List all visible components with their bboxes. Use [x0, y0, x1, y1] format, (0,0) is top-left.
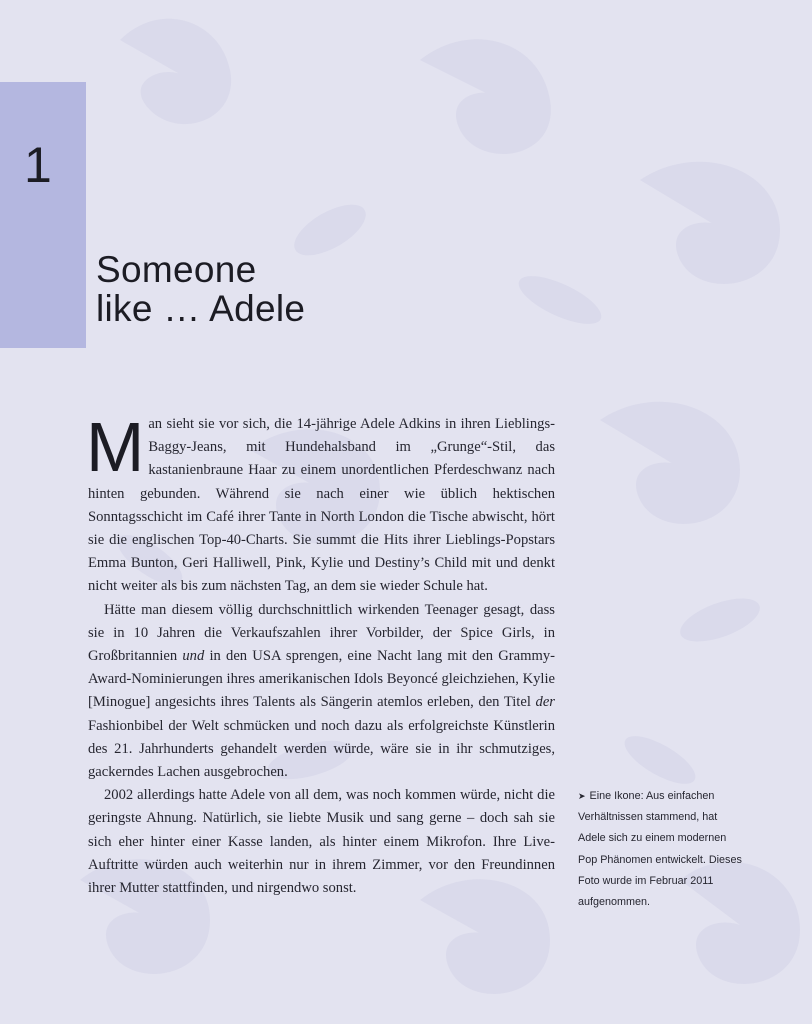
paragraph-1-text: an sieht sie vor sich, die 14-jährige Adele Adkins in ihren Lieblings-Baggy-Jeans, mit Hundehalsband im „Grunge“-Stil, das kastanienbraune Haar zu einem unordentlichen Pferdeschwanz nach hinten gebunden. Während sie nach einer wie üblich hektischen Sonntagsschicht im Café ihrer Tante in North London die Tische abwischt, hört sie die englischen Top-40-Charts. Sie summt die Hits ihrer Lieblings-Popstars Emma Bunton, Geri Halliwell, Pink, Kylie und Destiny’s Child mit und denkt nicht weiter als bis zum nächsten Tag, an dem sie wieder Schule hat. [88, 416, 555, 595]
paragraph-2-text-c: Fashionbibel der Welt schmücken und noch dazu als erfolgreichste Künstlerin des 21. Jahrhunderts gehandelt werden würde, wäre sie in ihr schmutziges, gackerndes Lachen ausgebrochen. [88, 717, 555, 781]
chapter-number: 1 [24, 137, 52, 193]
paragraph-2-emphasis-2: der [535, 694, 555, 711]
chapter-body-text [86, 408, 556, 900]
photo-caption [578, 786, 746, 913]
chapter-tab [0, 82, 86, 348]
caption-text: Eine Ikone: Aus einfachen Verhältnissen stammend, hat Adele sich zu einem modernen Pop Phänomen entwickelt. Dieses Foto wurde im Februar 2011 aufgenommen. [578, 790, 742, 909]
paragraph-2-text-a: Hätte man diesem völlig durchschnittlich wirkenden Teenager gesagt, dass sie in 10 Jahren die Verkaufszahlen ihrer Vorbilder, der Spice Girls, in Großbritannien [88, 601, 555, 665]
paragraph-2-text-b: in den USA sprengen, eine Nacht lang mit den Grammy-Award-Nominierungen ihres amerikanischen Idols Beyoncé gleichziehen, Kylie [Minogue] angesichts ihres Talents als Sängerin atemlos erleben, den Titel [88, 648, 556, 711]
chapter-title-line-1: Someone [96, 249, 257, 290]
chapter-title [96, 250, 305, 328]
chapter-title-line-2: like … Adele [96, 288, 306, 329]
caption-arrow-icon: ➤ [578, 791, 586, 801]
paragraph-2-emphasis-1: und [182, 648, 205, 665]
paragraph-2 [88, 599, 555, 785]
drop-cap: M [86, 408, 145, 486]
paragraph-1 [86, 408, 555, 599]
paragraph-3: 2002 allerdings hatte Adele von all dem, was noch kommen würde, nicht die geringste Ahnung. Natürlich, sie liebte Musik und sang gerne – doch sah sie sich eher hinter einer Kasse landen, als hinter einem Mikrofon. Ihre Live-Auftritte würden auch weiterhin nur in ihrem Zimmer, vor den Freundinnen ihrer Mutter stattfinden, und nirgendwo sonst. [88, 787, 555, 897]
